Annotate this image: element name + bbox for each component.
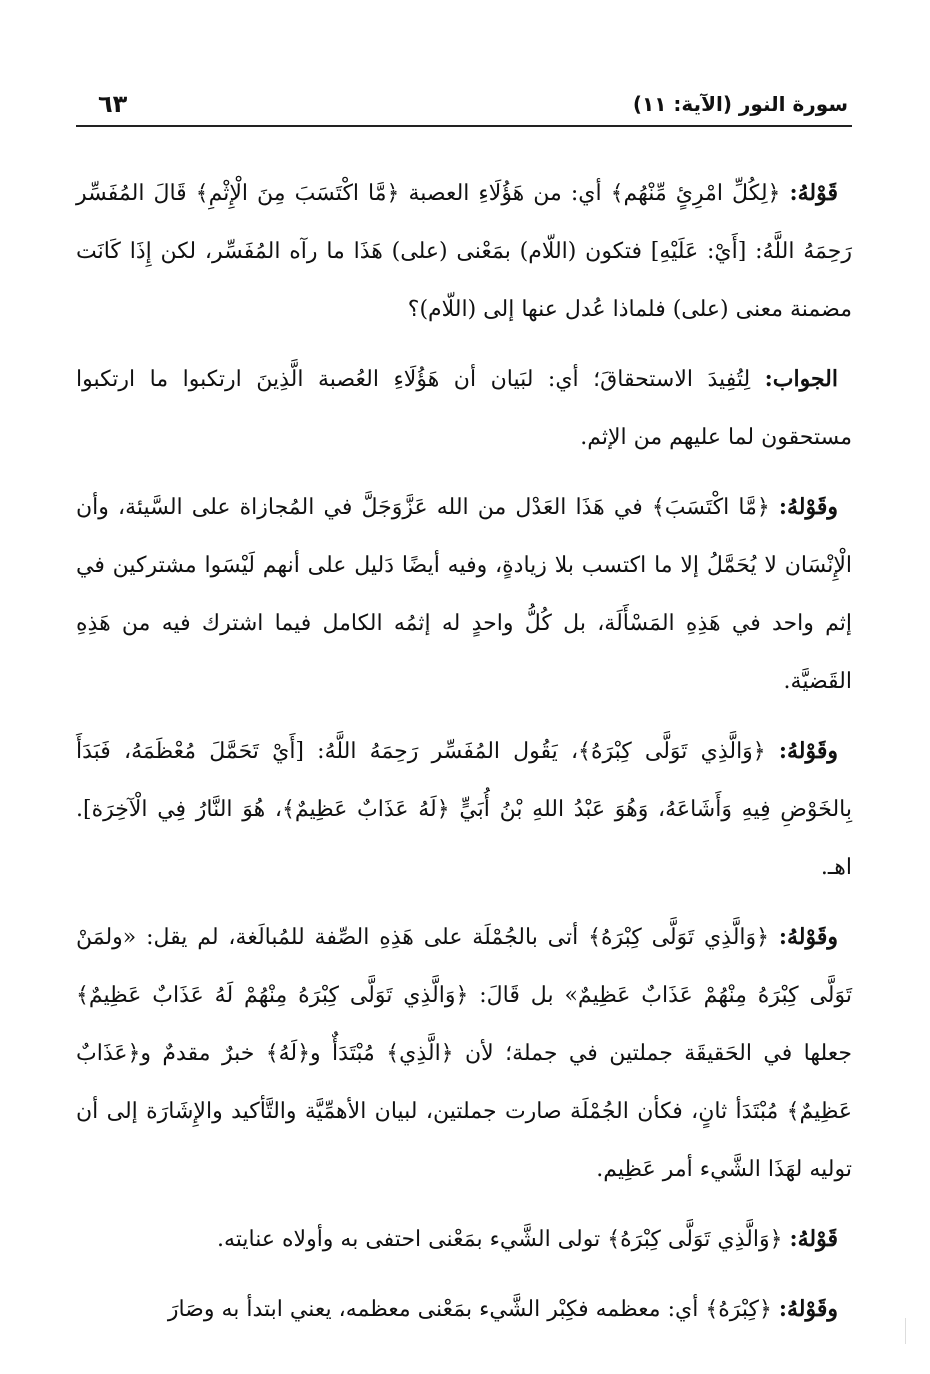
paragraph-lead: وقَوْلهُ: — [778, 738, 838, 764]
header-divider — [76, 125, 852, 127]
paragraph-text: ﴿وَالَّذِي تَوَلَّى كِبْرَهُ﴾ تولى الشَّيء بمَعْنى احتفى به وأولاه عنايته. — [216, 1227, 790, 1252]
paragraph-text: ﴿مَّا اكْتَسَبَ﴾ في هَذَا العَدْل من الله عَزَّوَجَلَّ في المُجازاة على السَّيئة، وأن الْإِنْسَان لا يُحَمَّلُ إلا ما اكتسب بلا زيادةٍ، وفيه أيضًا دَليل على أنهم لَيْسَوا مشتركين في إثم واحد في هَذِهِ المَسْأَلَة، بل كُلُّ واحدٍ له إثمُه الكامل فيما اشترك فيه من هَذِهِ القَضيَّة. — [76, 495, 853, 694]
paragraph-text: لِتُفِيدَ الاستحقاقَ؛ أي: لبَيان أن هَؤُلَاءِ العُصبة الَّذِينَ ارتكبوا ما ارتكبوا مستحقون لما عليهم من الإثم. — [76, 367, 852, 450]
page-number: ٦٣ — [98, 90, 128, 118]
paragraph-text: ﴿لِكُلِّ امْرِئٍ مِّنْهُم﴾ أي: من هَؤُلَاءِ العصبة ﴿مَّا اكْتَسَبَ مِنَ الْإِثْمِ﴾ قَالَ المُفَسِّر رَحِمَهُ اللَّهُ: [أَيْ: عَلَيْهِ] فتكون (اللّام) بمَعْنى (على) هَذَا ما رآه المُفَسِّر، لكن إِذَا كَانَت مضمنة معنى (على) فلماذا عُدل عنها إلى (اللّام)؟ — [76, 181, 852, 322]
paragraph — [76, 1210, 852, 1269]
page-header — [76, 82, 854, 122]
paragraph-lead: وقَوْلهُ: — [778, 1296, 838, 1322]
paragraph-text: ﴿كِبْرَهُ﴾ أي: معظمه فكِبْر الشَّيء بمَعْنى معظمه، يعني ابتدأ به وصَارَ — [167, 1297, 779, 1322]
paragraph-lead: وقَوْلهُ: — [778, 494, 838, 520]
paragraph — [76, 350, 852, 467]
paragraph-lead: وقَوْلهُ: — [778, 924, 838, 950]
scan-margin-mark — [905, 1318, 906, 1344]
paragraph-lead: قَوْلهُ: — [789, 1226, 838, 1252]
paragraph-text: ﴿وَالَّذِي تَوَلَّى كِبْرَهُ﴾ أتى بالجُمْلَة على هَذِهِ الصِّفة للمُبالَغة، لم يقل: «ولمَنْ تَوَلَّى كِبْرَهُ مِنْهُمْ عَذَابٌ عَظِيمٌ» بل قَالَ: ﴿وَالَّذِي تَوَلَّى كِبْرَهُ مِنْهُمْ لَهُ عَذَابٌ عَظِيمٌ﴾ جعلها في الحَقيقَة جملتين في جملة؛ لأن ﴿الَّذِي﴾ مُبْتَدَأٌ و﴿لَهُ﴾ خبرٌ مقدمٌ و﴿عَذَابٌ عَظِيمٌ﴾ مُبْتَدَأ ثانٍ، فكأن الجُمْلَة صارت جملتين، لبيان الأهمِّيَّة والتَّأكيد والإِشَارَة إلى أن توليه لهَذَا الشَّيء أمر عَظِيم. — [76, 925, 852, 1182]
paragraph — [76, 478, 852, 711]
running-title: سورة النور (الآية: ١١) — [632, 92, 848, 116]
paragraph — [76, 722, 852, 897]
paragraph — [76, 164, 852, 339]
paragraph — [76, 1280, 852, 1339]
paragraph-lead: الجواب: — [764, 366, 838, 392]
paragraph-lead: قَوْلهُ: — [789, 180, 838, 206]
paragraph — [76, 908, 852, 1199]
paragraph-text: ﴿وَالَّذِي تَوَلَّى كِبْرَهُ﴾، يَقُول المُفَسِّر رَحِمَهُ اللَّهُ: [أَيْ تَحَمَّلَ مُعْظَمَهُ، فَبَدَأَ بِالخَوْضِ فِيهِ وَأَشَاعَهُ، وَهُوَ عَبْدُ اللهِ بْنُ أُبَيٍّ ﴿لَهُ عَذَابٌ عَظِيمٌ﴾، هُوَ النَّارُ فِي الْآخِرَة]. اهـ. — [76, 739, 852, 880]
page-body — [76, 164, 852, 1350]
